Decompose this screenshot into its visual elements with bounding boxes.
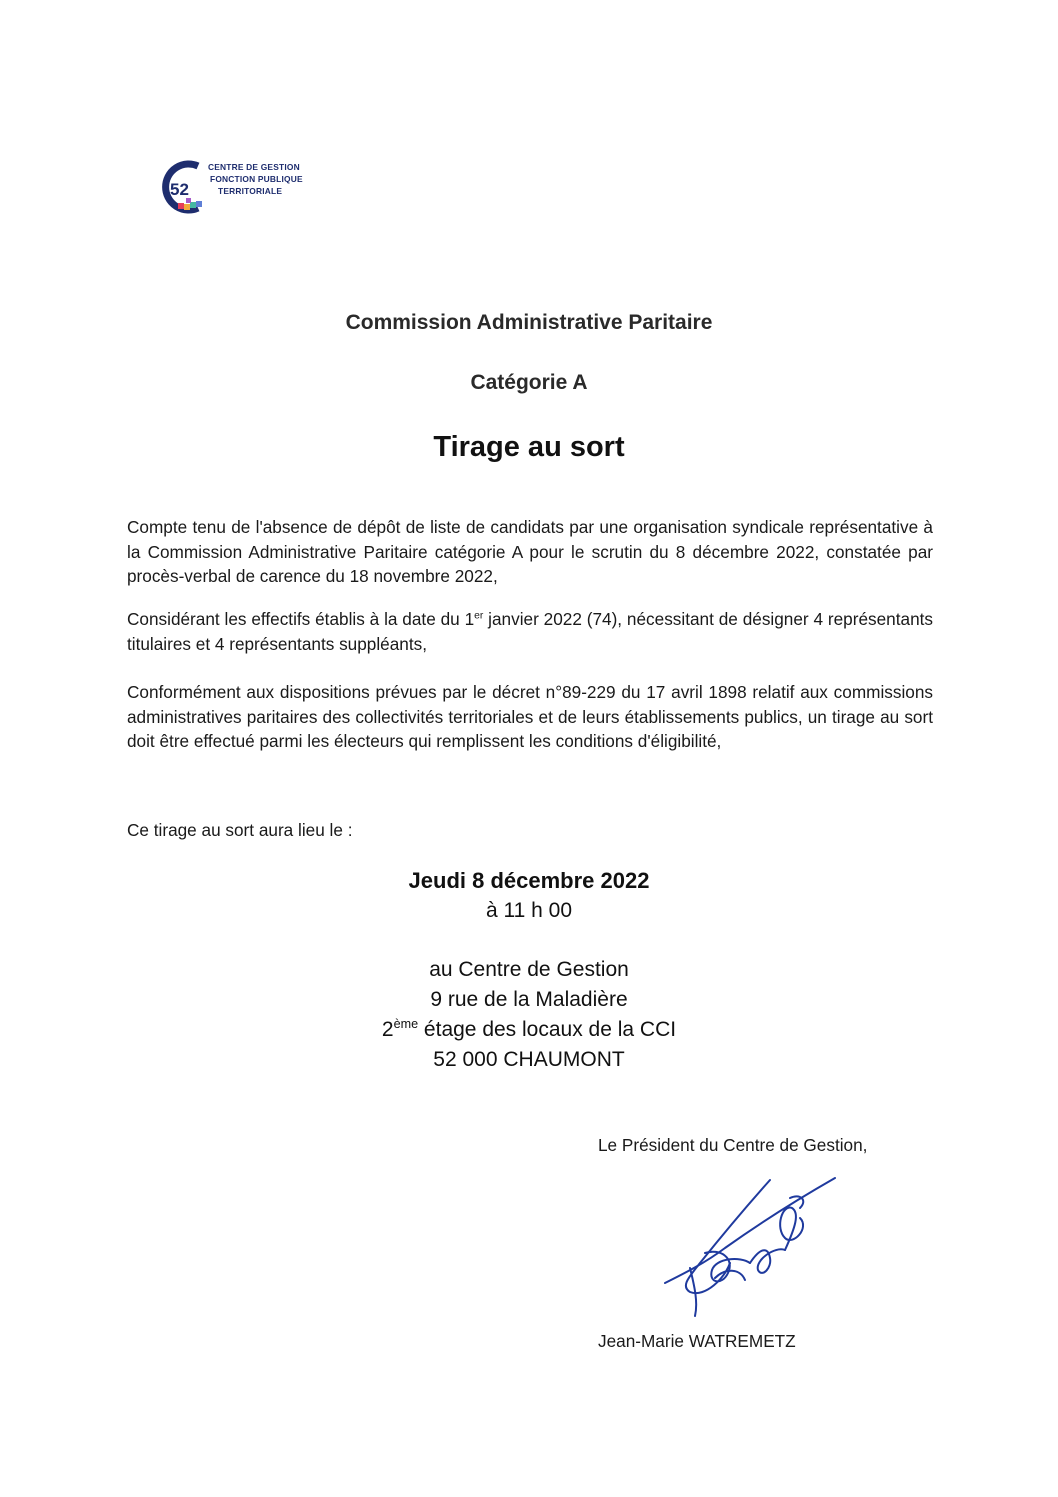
paragraph-effectifs <box>127 607 933 656</box>
event-datetime <box>0 866 1058 926</box>
floor-number: 2 <box>381 1018 394 1041</box>
logo-text <box>208 161 303 197</box>
floor-text: étage des locaux de la CCI <box>418 1018 677 1041</box>
logo-line-3: TERRITORIALE <box>218 186 283 196</box>
paragraph-decret: Conformément aux dispositions prévues par le décret n°89-229 du 17 avril 1898 relatif aux commissions administratives paritaires des collectivités territoriales et de leurs établissements publics, un tirage au sort doit être effectué parmi les électeurs qui remplissent les conditions d'éligibilité, <box>127 682 933 751</box>
event-location <box>0 955 1058 1075</box>
logo-line-2: FONCTION PUBLIQUE <box>210 174 303 184</box>
category-heading: Catégorie A <box>470 371 588 394</box>
ordinal-superscript: er <box>474 610 484 622</box>
cdg52-logo <box>158 156 338 220</box>
commission-heading: Commission Administrative Paritaire <box>345 311 713 334</box>
page-title: Tirage au sort <box>433 431 625 463</box>
logo-line-1: CENTRE DE GESTION <box>208 162 300 172</box>
paragraph-effectifs-end: janvier 2022 (74), nécessitant de désigner 4 représentants titulaires et 4 représentants suppléants, <box>127 609 933 654</box>
location-floor <box>0 1015 1058 1045</box>
location-city: 52 000 CHAUMONT <box>433 1048 625 1071</box>
location-line-1: au Centre de Gestion <box>429 958 629 981</box>
signer-name: Jean-Marie WATREMETZ <box>598 1331 796 1351</box>
paragraph-announcement: Ce tirage au sort aura lieu le : <box>127 820 353 840</box>
signoff-role: Le Président du Centre de Gestion, <box>598 1135 868 1155</box>
event-time: à 11 h 00 <box>485 899 573 922</box>
floor-superscript: ème <box>393 1017 419 1031</box>
paragraph-effectifs-start: Considérant les effectifs établis à la date du 1 <box>127 609 475 629</box>
location-line-2: 9 rue de la Maladière <box>430 988 628 1011</box>
handwritten-signature <box>650 1168 850 1318</box>
event-date: Jeudi 8 décembre 2022 <box>408 868 650 893</box>
logo-emblem-icon <box>158 156 206 218</box>
logo-number: 52 <box>170 180 189 199</box>
paragraph-context: Compte tenu de l'absence de dépôt de liste de candidats par une organisation syndicale représentative à la Commission Administrative Paritaire catégorie A pour le scrutin du 8 décembre 2022, constatée par procès-verbal de carence du 18 novembre 2022, <box>127 517 933 586</box>
